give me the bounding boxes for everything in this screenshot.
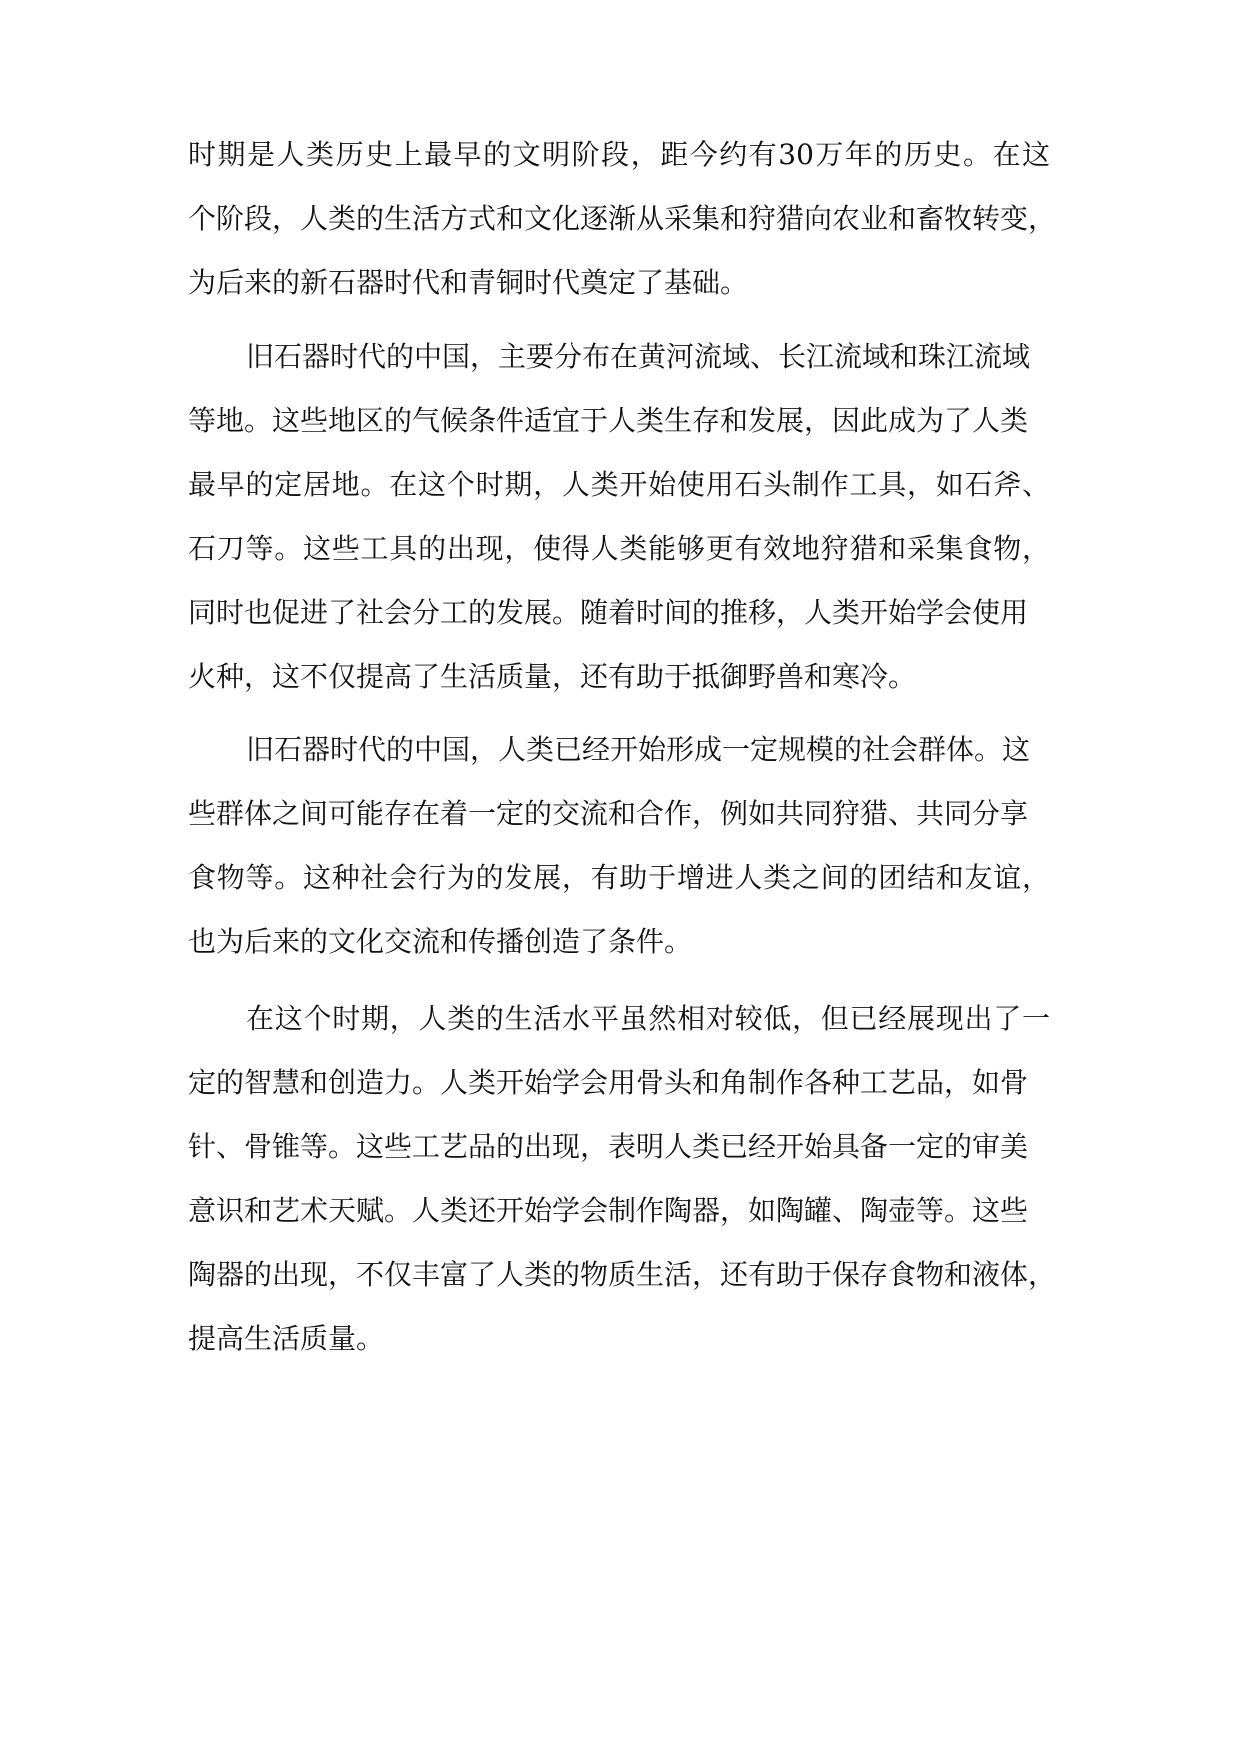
paragraph-line: 些群体之间可能存在着一定的交流和合作，例如共同狩猎、共同分享: [188, 797, 1029, 830]
paragraph-line: 也为后来的文化交流和传播创造了条件。: [188, 925, 693, 958]
paragraph-line: 为后来的新石器时代和青铜时代奠定了基础。: [188, 266, 749, 299]
paragraph-line: 旧石器时代的中国，人类已经开始形成一定规模的社会群体。这: [246, 733, 1031, 766]
paragraph-line: 旧石器时代的中国，主要分布在黄河流域、长江流域和珠江流域: [246, 340, 1031, 373]
paragraph-line: 等地。这些地区的气候条件适宜于人类生存和发展，因此成为了人类: [188, 404, 1029, 437]
paragraph-line: 意识和艺术天赋。人类还开始学会制作陶器，如陶罐、陶壶等。这些: [188, 1194, 1029, 1227]
paragraph-line: 火种，这不仅提高了生活质量，还有助于抵御野兽和寒冷。: [188, 660, 917, 693]
paragraph-line: 在这个时期，人类的生活水平虽然相对较低，但已经展现出了一: [246, 1002, 1050, 1035]
paragraph-line: 定的智慧和创造力。人类开始学会用骨头和角制作各种工艺品，如骨: [188, 1066, 1029, 1099]
paragraph-line: 针、骨锥等。这些工艺品的出现，表明人类已经开始具备一定的审美: [188, 1130, 1029, 1163]
paragraph-line: 同时也促进了社会分工的发展。随着时间的推移，人类开始学会使用: [188, 596, 1029, 629]
paragraph-line: 个阶段，人类的生活方式和文化逐渐从采集和狩猎向农业和畜牧转变，: [188, 202, 1057, 235]
paragraph-line: 食物等。这种社会行为的发展，有助于增进人类之间的团结和友谊，: [188, 861, 1050, 894]
paragraph-line: 陶器的出现，不仅丰富了人类的物质生活，还有助于保存食物和液体，: [188, 1258, 1057, 1291]
paragraph-line: 最早的定居地。在这个时期，人类开始使用石头制作工具，如石斧、: [188, 468, 1050, 501]
paragraph-line: 提高生活质量。: [188, 1322, 385, 1355]
paragraph-line: 时期是人类历史上最早的文明阶段，距今约有30万年的历史。在这: [188, 138, 1050, 171]
paragraph-line: 石刀等。这些工具的出现，使得人类能够更有效地狩猎和采集食物，: [188, 532, 1050, 565]
